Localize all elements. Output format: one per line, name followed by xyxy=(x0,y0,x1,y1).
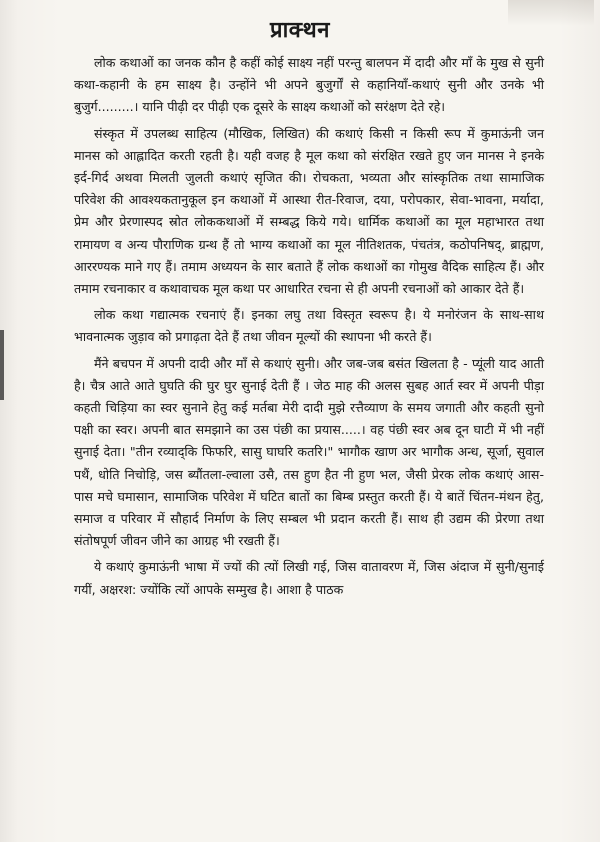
paragraph-1: लोक कथाओं का जनक कौन है कहीं कोई साक्ष्य नहीं परन्तु बालपन में दादी और माँ के मुख से सुनी कथा-कहानी के हम साक्ष्य है। उन्होंने भी अपने बुजुर्गों से कहानियाँ-कथाएं सुनी और उनके भी बुजुर्ग.........। यानि पीढ़ी दर पीढ़ी एक दूसरे के साक्ष्य कथाओं को सरंक्षण देते रहे। xyxy=(74,55,544,115)
page-title: प्राक्थन xyxy=(270,18,330,43)
body-text xyxy=(74,52,544,605)
paragraph-4: मैंने बचपन में अपनी दादी और माँ से कथाएं सुनी। और जब-जब बसंत खिलता है - प्यूंली याद आती है। चैत्र आते आते घुघति की घुर घुर सुनाई देती हैं । जेठ माह की अलस सुबह आर्त स्वर में अपनी पीड़ा कहती चिड़िया का स्वर सुनाने हेतु कई मर्तबा मेरी दादी मुझे रत्तैव्याण के समय जगाती और कहती सुनो पक्षी का स्वर। अपनी बात समझाने का उस पंछी का प्रयास.....। वह पंछी स्वर अब दून घाटी में भी नहीं सुनाई देता। "तीन रव्याद्कि फिफरि, सासु घाघरि कतरि।" भागौक खाण अर भागौक अन्ध, सूर्जा, सुवाल पथैं, धोति निचोड़ि, जस ब्यौंतला-ल्वाला उसै, तस हुण हैत नी हुण भल, जैसी प्रेरक लोक कथाएं आस-पास मचे घमासान, सामाजिक परिवेश में घटित बातों का बिम्ब प्रस्तुत करती हैं। ये बातें चिंतन-मंथन हेतु, समाज व परिवार में सौहार्द निर्माण के लिए सम्बल भी प्रदान करती हैं। साथ ही उद्यम की प्रेरणा तथा संतोषपूर्ण जीवन जीने का आग्रह भी रखती हैं। xyxy=(74,355,544,549)
paragraph-5: ये कथाएं कुमाऊंनी भाषा में ज्यों की त्यों लिखी गई, जिस वातावरण में, जिस अंदाज में सुनी/सुनाई गयीं, अक्षरश: ज्योंकि त्यों आपके सम्मुख है। आशा है पाठक xyxy=(74,559,544,597)
binding-edge-mark xyxy=(0,330,4,400)
paragraph-2: संस्कृत में उपलब्ध साहित्य (मौखिक, लिखित) की कथाएं किसी न किसी रूप में कुमाऊंनी जन मानस को आह्लादित करती रहती है। यही वजह है मूल कथा को संरक्षित रखते हुए जन मानस ने इनके इर्द-गिर्द अथवा मिलती जुलती कथाएं सृजित की। रोचकता, भव्यता और सांस्कृतिक तथा सामाजिक परिवेश की आवश्यकतानुकूल इन कथाओं में आस्था रीत-रिवाज, दया, परोपकार, सेवा-भावना, मर्यादा, प्रेम और प्रेरणास्पद स्रोत लोककथाओं में सम्बद्ध किये गये। धार्मिक कथाओं का मूल महाभारत तथा रामायण व अन्य पौराणिक ग्रन्थ हैं तो भाग्य कथाओं का मूल नीतिशतक, पंचतंत्र, कठोपनिषद्, ब्राह्मण, आररण्यक माने गए हैं। तमाम अध्ययन के सार बताते हैं लोक कथाओं का गोमुख वैदिक साहित्य हैं। और तमाम रचनाकार व कथावाचक मूल कथा पर आधारित रचना से ही अपनी रचनाओं को आकार देते हैं। xyxy=(74,125,544,297)
paragraph-3: लोक कथा गद्यात्मक रचनाएं हैं। इनका लघु तथा विस्तृत स्वरूप है। ये मनोरंजन के साथ-साथ भावनात्मक जुड़ाव को प्रगाढ़ता देते हैं तथा जीवन मूल्यों की स्थापना भी करते हैं। xyxy=(74,307,544,345)
